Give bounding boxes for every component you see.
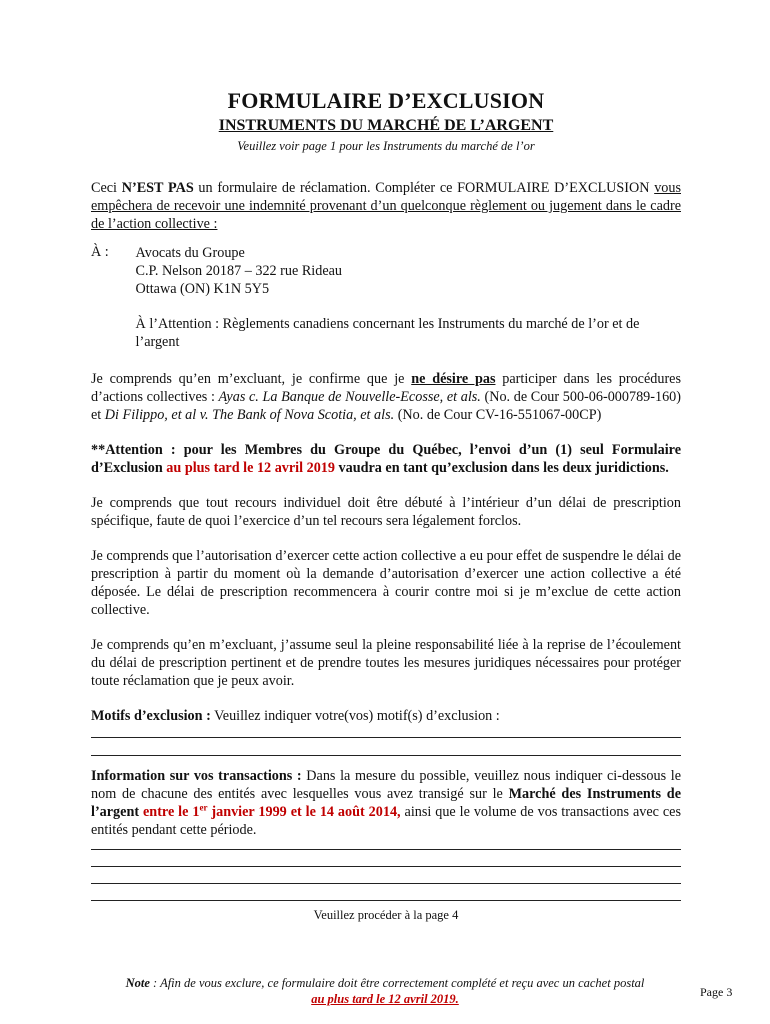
form-title: FORMULAIRE D’EXCLUSION (227, 88, 545, 113)
responsabilite-paragraph: Je comprends qu’en m’excluant, j’assume seul la pleine responsabilité liée à la reprise de l’écoulement du délai de prescription pertinent et de prendre toutes les mesures juridiques nécessaires pour protéger toute réclamation que je peux avoir. (91, 637, 681, 689)
motifs-label: Motifs d’exclusion : Veuillez indiquer votre(vos) motif(s) d’exclusion : (91, 708, 500, 724)
form-content (91, 88, 681, 924)
quebec-notice: **Attention : pour les Membres du Groupe du Québec, l’envoi d’un (1) seul Formulaire d’Exclusion au plus tard le 12 avril 2019 vaudra en tant qu’exclusion dans les deux juridictions. (91, 442, 681, 476)
address-label: À : (91, 244, 109, 260)
address-block (91, 244, 681, 351)
address-line: C.P. Nelson 20187 – 322 rue Rideau (135, 263, 343, 279)
address-line: Ottawa (ON) K1N 5Y5 (135, 281, 270, 297)
form-subnote: Veuillez voir page 1 pour les Instruments du marché de l’or (237, 139, 535, 153)
confirm-paragraph: Je comprends qu’en m’excluant, je confirme que je ne désire pas participer dans les procédures d’actions collectives : Ayas c. La Banque de Nouvelle-Ecosse, et als. (No. de Cour 500-06-000789-160) et Di Filippo, et al v. The Bank of Nova Scotia, et als. (No. de Cour CV-16-551067-00CP) (91, 371, 681, 423)
recours-paragraph: Je comprends que tout recours individuel doit être débuté à l’intérieur d’un délai de prescription spécifique, faute de quoi l’exercice d’un tel recours sera légalement forclos. (91, 495, 681, 529)
intro-paragraph: Ceci N’EST PAS un formulaire de réclamation. Compléter ce FORMULAIRE D’EXCLUSION vous empêchera de recevoir une indemnité provenant d’un quelconque règlement ou jugement dans le cadre de l’action collective : (91, 180, 681, 232)
transactions-paragraph: Information sur vos transactions : Dans la mesure du possible, veuillez nous indiquer ci-dessous le nom de chacune des entités avec lesquelles vous avez transigé sur le Marché des Instruments de l’argent entre le 1er janvier 1999 et le 14 août 2014, ainsi que le volume de vos transactions avec ces entités pendant cette période. (91, 768, 681, 838)
address-attention: À l’Attention : Règlements canadiens concernant les Instruments du marché de l’or et de l’argent (135, 316, 640, 350)
footer-deadline: au plus tard le 12 avril 2019. (311, 992, 459, 1006)
page-number: Page 3 (700, 985, 733, 999)
autorisation-paragraph: Je comprends que l’autorisation d’exercer cette action collective a eu pour effet de suspendre le délai de prescription à partir du moment où la demande d’autorisation d’exercer une action collective a été déposée. Le délai de prescription recommencera à courir contre moi si je m’exclue de cette action collective. (91, 548, 681, 618)
footer-note: Note : Afin de vous exclure, ce formulaire doit être correctement complété et reçu avec un cachet postal au plus tard le 12 avril 2019. (125, 976, 645, 1006)
address-line: Avocats du Groupe (135, 245, 245, 261)
continue-note: Veuillez procéder à la page 4 (313, 908, 459, 922)
form-subtitle: INSTRUMENTS DU MARCHÉ DE L’ARGENT (218, 117, 554, 134)
